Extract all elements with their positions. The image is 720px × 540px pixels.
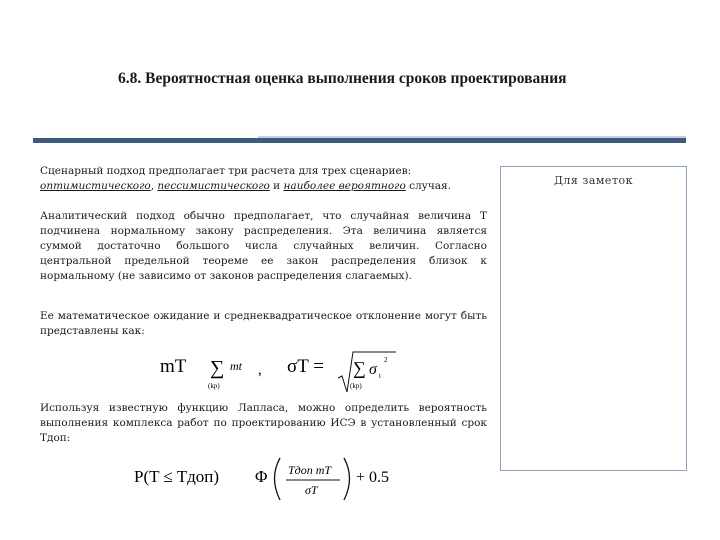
sigma-exp: 2 <box>384 356 388 364</box>
paragraph-laplace: Используя известную функцию Лапласа, можно определить вероятность выполнения комплекса работ по проектированию ИСЭ в установленный срок Tдоп: <box>40 402 487 444</box>
sum-sign-icon: ∑ <box>210 357 225 379</box>
notes-panel[interactable] <box>500 166 687 471</box>
page-title: 6.8. Вероятностная оценка выполнения сроков проектирования <box>118 70 567 87</box>
separator: , <box>150 180 158 192</box>
scenario-suffix: случая. <box>405 180 452 192</box>
sum-term: mt <box>230 359 242 373</box>
header-rule <box>33 138 686 143</box>
sum-index: (kp) <box>208 382 220 390</box>
scenario-intro: Сценарный подход предполагает три расчета для трех сценариев: <box>40 165 412 177</box>
sigma-index: (kp) <box>350 382 362 390</box>
term-pessimistic: пессимистического <box>157 180 270 192</box>
paragraph-scenario <box>40 164 487 194</box>
fraction-numerator: Tдоп mT <box>288 463 332 477</box>
formula-mean-sigma <box>160 348 400 398</box>
sigma-symbol: σT = <box>287 356 324 377</box>
sum-sign-2-icon: ∑ <box>353 358 366 378</box>
left-paren-icon <box>275 458 281 500</box>
notes-label: Для заметок <box>553 174 634 187</box>
term-optimistic: оптимистического <box>40 180 151 192</box>
comma: , <box>258 362 262 378</box>
formula-probability <box>130 452 410 508</box>
plus-constant: + 0.5 <box>356 469 390 486</box>
paragraph-expectation: Ее математическое ожидание и среднеквадратическое отклонение могут быть представлены как: <box>40 310 487 337</box>
sigma-term: σ <box>369 361 377 378</box>
probability-lhs: P(T ≤ Tдоп) <box>134 467 220 486</box>
laplace-phi: Φ <box>255 467 268 486</box>
conjunction: и <box>269 180 284 192</box>
sigma-sub: t <box>379 372 381 380</box>
mean-symbol: mT <box>160 356 187 377</box>
paragraph-analytic: Аналитический подход обычно предполагает, что случайная величина T подчинена нормальному закону распределения. Эта величина является суммой достаточно большого числа случайных величин. Согласно центральной предельной теореме ее закон распределения близок к нормальному (не зависимо от законов распределения слагаемых). <box>40 210 487 282</box>
right-paren-icon <box>344 458 350 500</box>
term-most-probable: наиболее вероятного <box>283 180 406 192</box>
fraction-denominator: σT <box>305 483 318 497</box>
